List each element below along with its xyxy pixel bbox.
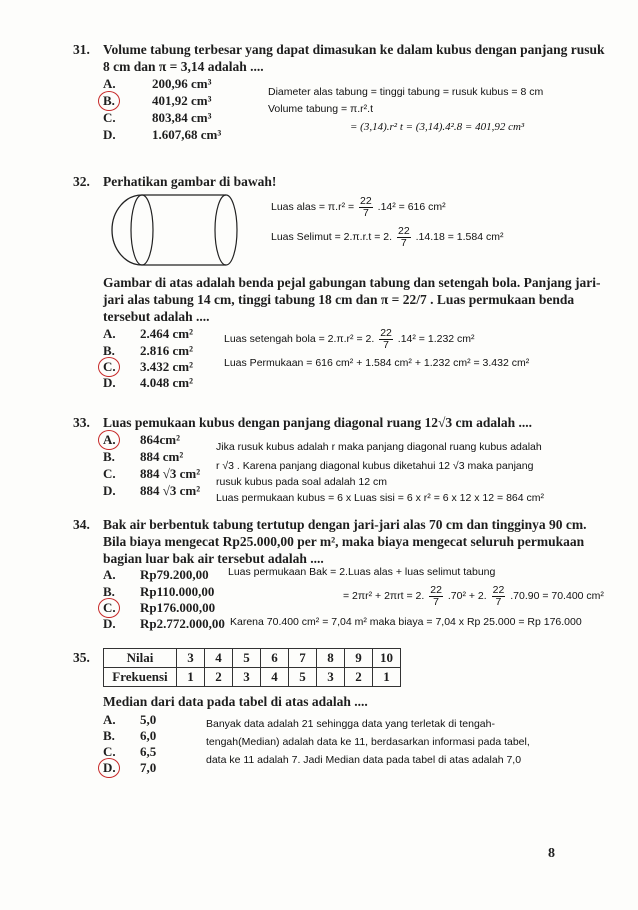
- option-value: 3.432 cm²: [140, 359, 193, 374]
- table-cell: 4: [205, 649, 233, 668]
- answer-31-line2: Volume tabung = π.r².t: [268, 103, 374, 115]
- fraction: $\frac{22}{7}$: [360, 195, 372, 219]
- table-cell: 5: [289, 668, 317, 687]
- option-value: 401,92 cm³: [152, 93, 212, 108]
- question-32-desc-line3: tersebut adalah ....: [103, 309, 210, 324]
- option-value: 6,5: [140, 744, 157, 759]
- table-cell: 4: [261, 668, 289, 687]
- luas-alas-suffix: .14² = 616 cm²: [377, 200, 446, 213]
- answer-34-line2: = 2πr² + 2πrt = 2. $\frac{22}{7}$ .70² + 2. $\frac{22}{7}$ .70.90 = 70.400 cm²: [343, 584, 604, 608]
- luas-alas-prefix: Luas alas = π.r² =: [271, 200, 355, 213]
- table-cell: 6: [261, 649, 289, 668]
- option-letter: A.: [103, 432, 116, 447]
- cylinder-hemisphere-figure: [104, 190, 254, 270]
- option-letter: B.: [103, 343, 115, 358]
- table-cell: 1: [177, 668, 205, 687]
- option-value: 1.607,68 cm³: [152, 127, 222, 142]
- luas-bola-suffix: .14² = 1.232 cm²: [397, 332, 475, 345]
- option-value: 4.048 cm²: [140, 375, 193, 390]
- option-value: 884 √3 cm²: [140, 466, 201, 481]
- answer-33-line4: Luas permukaan kubus = 6 x Luas sisi = 6 x r² = 6 x 12 x 12 = 864 cm²: [216, 492, 545, 504]
- answer-34-line1: Luas permukaan Bak = 2.Luas alas + luas selimut tabung: [228, 566, 496, 578]
- luas-selimut-prefix: Luas Selimut = 2.π.r.t = 2.: [271, 230, 393, 243]
- option-letter: A.: [103, 567, 116, 582]
- option-value: 6,0: [140, 728, 157, 743]
- question-31-text-line2: 8 cm dan π = 3,14 adalah ....: [103, 59, 264, 74]
- table-cell: 10: [373, 649, 401, 668]
- option-value: Rp110.000,00: [140, 584, 215, 599]
- option-value: 200,96 cm³: [152, 76, 212, 91]
- question-34-number: 34.: [73, 517, 90, 532]
- luas-permukaan-line: Luas Permukaan = 616 cm² + 1.584 cm² + 1.232 cm² = 3.432 cm²: [224, 357, 530, 369]
- frequency-table: [103, 648, 401, 687]
- option-value: 7,0: [140, 760, 157, 775]
- question-33-number: 33.: [73, 415, 90, 430]
- question-32-text: Perhatikan gambar di bawah!: [103, 174, 277, 189]
- answer-31-line3: = (3,14).r² t = (3,14).4².8 = 401,92 cm³: [350, 121, 525, 133]
- option-letter: B.: [103, 93, 115, 108]
- question-33-text: Luas pemukaan kubus dengan panjang diagonal ruang 12√3 cm adalah ....: [103, 415, 533, 430]
- option-letter: A.: [103, 326, 116, 341]
- table-cell: 7: [289, 649, 317, 668]
- option-value: 5,0: [140, 712, 157, 727]
- option-letter: D.: [103, 483, 116, 498]
- question-34-line3: bagian luar bak air tersebut adalah ....: [103, 551, 324, 566]
- option-letter: B.: [103, 584, 115, 599]
- table-cell: 3: [177, 649, 205, 668]
- question-32-desc-line1: Gambar di atas adalah benda pejal gabungan tabung dan setengah bola. Panjang jari-: [103, 275, 601, 290]
- fraction: $\frac{22}{7}$: [492, 584, 505, 608]
- option-value: Rp79.200,00: [140, 567, 209, 582]
- table-cell: 2: [205, 668, 233, 687]
- option-letter: B.: [103, 728, 115, 743]
- answer-33-line1: Jika rusuk kubus adalah r maka panjang diagonal ruang kubus adalah: [216, 441, 542, 453]
- option-letter: A.: [103, 712, 116, 727]
- table-row: [104, 649, 401, 668]
- table-cell: 2: [345, 668, 373, 687]
- luas-bola-line: [224, 328, 475, 350]
- answer-31-line1: Diameter alas tabung = tinggi tabung = rusuk kubus = 8 cm: [268, 86, 544, 98]
- option-letter: C.: [103, 110, 116, 125]
- table-cell: 5: [233, 649, 261, 668]
- option-letter: C.: [103, 600, 116, 615]
- luas-bola-prefix: Luas setengah bola = 2.π.r² = 2.: [224, 332, 375, 345]
- option-value: 803,84 cm³: [152, 110, 212, 125]
- question-32-number: 32.: [73, 174, 90, 189]
- option-value: Rp2.772.000,00: [140, 616, 225, 631]
- answer-circle: [98, 430, 120, 450]
- option-letter: D.: [103, 616, 116, 631]
- answer-35-line3: data ke 11 adalah 7. Jadi Median data pada tabel di atas adalah 7,0: [206, 754, 522, 766]
- option-letter: B.: [103, 449, 115, 464]
- table-header-frekuensi: Frekuensi: [104, 668, 177, 687]
- option-value: Rp176.000,00: [140, 600, 216, 615]
- question-32-desc-line2: jari alas tabung 14 cm, tinggi tabung 18 cm dan π = 22/7 . Luas permukaan benda: [103, 292, 575, 307]
- fraction: $\frac{22}{7}$: [397, 225, 410, 249]
- option-letter: C.: [103, 359, 116, 374]
- option-letter: C.: [103, 744, 116, 759]
- option-letter: D.: [103, 375, 116, 390]
- option-value: 2.464 cm²: [140, 326, 193, 341]
- answer-circle: [98, 91, 120, 111]
- fraction: $\frac{22}{7}$: [380, 327, 392, 351]
- page-number: 8: [548, 846, 555, 861]
- table-cell: 1: [373, 668, 401, 687]
- option-letter: D.: [103, 760, 116, 775]
- table-row: [104, 668, 401, 687]
- answer-circle: [98, 357, 120, 377]
- option-value: 884 √3 cm²: [140, 483, 201, 498]
- option-value: 884 cm²: [140, 449, 184, 464]
- table-cell: 3: [317, 668, 345, 687]
- option-letter: C.: [103, 466, 116, 481]
- table-cell: 8: [317, 649, 345, 668]
- luas-alas-line: [271, 196, 446, 218]
- answer-34-line3: Karena 70.400 cm² = 7,04 m² maka biaya = 7,04 x Rp 25.000 = Rp 176.000: [230, 616, 582, 628]
- answer-35-line2: tengah(Median) adalah data ke 11, berdasarkan informasi pada tabel,: [206, 736, 530, 748]
- question-31-text: Volume tabung terbesar yang dapat dimasukan ke dalam kubus dengan panjang rusuk: [103, 42, 605, 57]
- answer-33-line2: r √3 . Karena panjang diagonal kubus diketahui 12 √3 maka panjang: [216, 460, 534, 472]
- question-34-line2: Bila biaya mengecat Rp25.000,00 per m², maka biaya mengecat seluruh permukaan: [103, 534, 585, 549]
- answer-circle: [98, 758, 120, 778]
- luas-selimut-line: [271, 226, 503, 248]
- question-35-text: Median dari data pada tabel di atas adalah ....: [103, 694, 368, 709]
- fraction: $\frac{22}{7}$: [430, 584, 442, 608]
- question-34-line1: Bak air berbentuk tabung tertutup dengan jari-jari alas 70 cm dan tingginya 90 cm.: [103, 517, 587, 532]
- answer-circle: [98, 598, 120, 618]
- answer-35-line1: Banyak data adalah 21 sehingga data yang terletak di tengah-: [206, 718, 495, 730]
- table-header-nilai: Nilai: [104, 649, 177, 668]
- option-letter: D.: [103, 127, 116, 142]
- option-value: 2.816 cm²: [140, 343, 193, 358]
- luas-selimut-suffix: .14.18 = 1.584 cm²: [415, 230, 504, 243]
- table-cell: 9: [345, 649, 373, 668]
- option-letter: A.: [103, 76, 116, 91]
- question-35-number: 35.: [73, 650, 90, 665]
- option-value: 864cm²: [140, 432, 180, 447]
- question-31-number: 31.: [73, 42, 90, 57]
- answer-33-line3: rusuk kubus pada soal adalah 12 cm: [216, 476, 388, 488]
- table-cell: 3: [233, 668, 261, 687]
